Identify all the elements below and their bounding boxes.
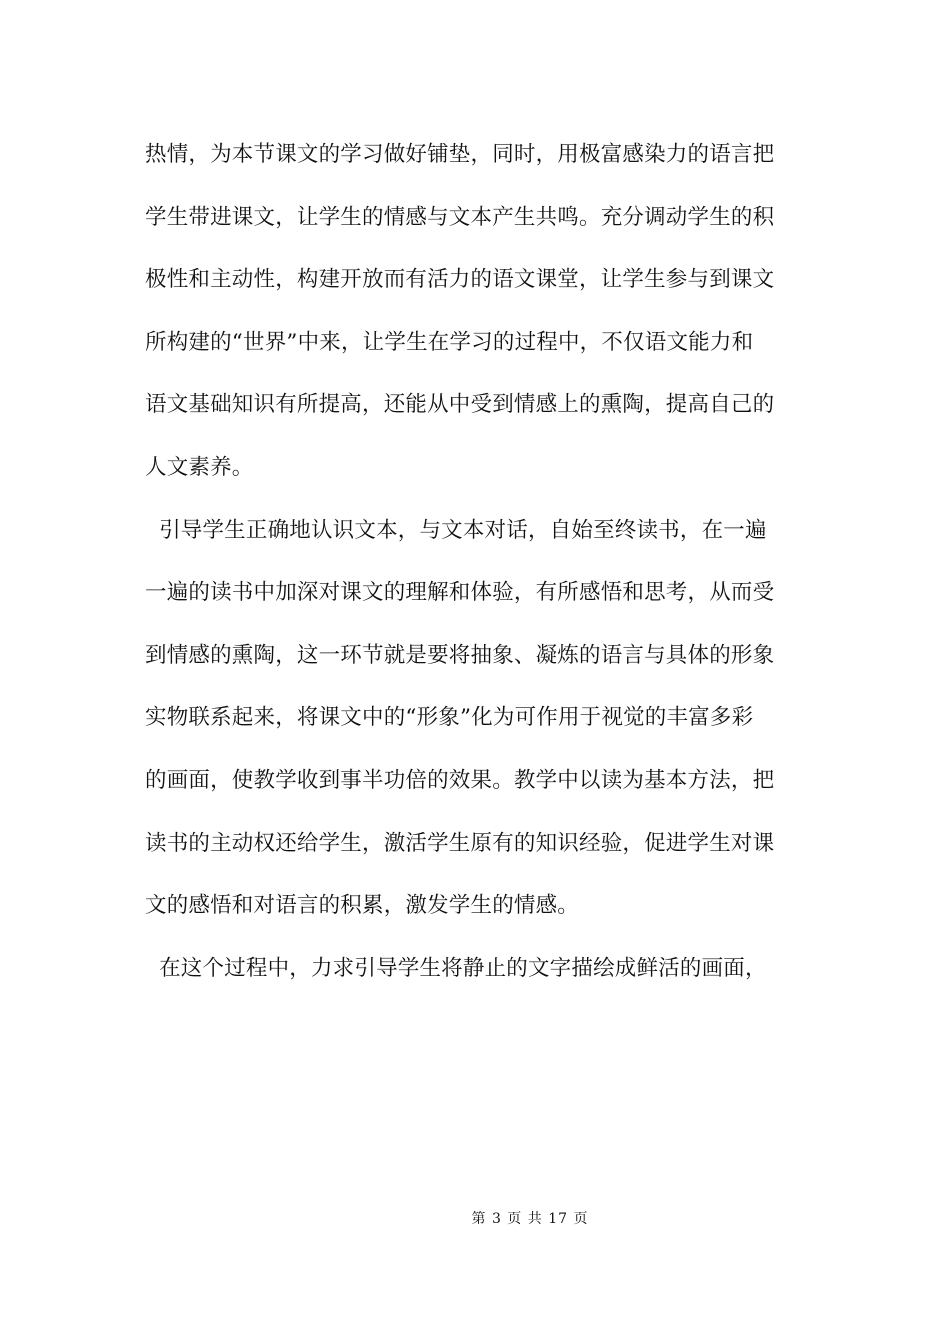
text-line: 引导学生正确地认识文本，与文本对话，自始至终读书，在一遍 [145,517,767,543]
text-line: 文的感悟和对语言的积累，激发学生的情感。 [145,893,580,919]
text-line: 热情，为本节课文的学习做好铺垫，同时，用极富感染力的语言把 [145,142,775,167]
page-number-label: 第 3 页 共 17 页 [471,1211,589,1227]
text-line: 一遍的读书中加深对课文的理解和体验，有所感悟和思考，从而受 [145,580,775,606]
text-line: 读书的主动权还给学生，激活学生原有的知识经验，促进学生对课 [145,830,775,856]
text-line: 在这个过程中，力求引导学生将静止的文字描绘成鲜活的画面， [145,955,767,981]
page-footer [0,1208,950,1228]
text-line: 极性和主动性，构建开放而有活力的语文课堂，让学生参与到课文 [145,267,775,293]
text-line: 学生带进课文，让学生的情感与文本产生共鸣。充分调动学生的积 [145,204,775,230]
text-line: 的画面，使教学收到事半功倍的效果。教学中以读为基本方法，把 [145,767,775,793]
text-line: 语文基础知识有所提高，还能从中受到情感上的熏陶，提高自己的 [145,392,775,418]
text-line: 人文素养。 [145,454,254,480]
text-line: 到情感的熏陶，这一环节就是要将抽象、凝炼的语言与具体的形象 [145,642,775,668]
text-line: 所构建的“世界”中来，让学生在学习的过程中，不仅语文能力和 [145,329,754,355]
body-text [145,130,825,1006]
text-line: 实物联系起来，将课文中的“形象”化为可作用于视觉的丰富多彩 [145,705,754,731]
